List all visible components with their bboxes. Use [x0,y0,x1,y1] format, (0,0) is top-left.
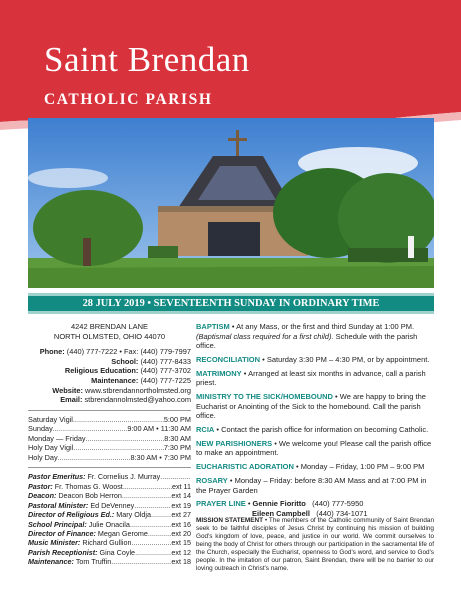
staff-list [28,472,191,567]
divider [28,467,191,468]
staff-row: Parish Receptionist: Gina Coyle ..... ext 12 [28,548,191,557]
right-column [196,322,434,519]
mass-row: Saturday Vigil ..... 5:00 PM [28,415,191,425]
adoration-item: EUCHARISTIC ADORATION • Monday – Friday, 1:00 PM – 9:00 PM [196,462,425,472]
prayer-line [196,499,434,518]
staff-row: Pastoral Minister: Ed DeVenney ..... ext 19 [28,501,191,510]
reconciliation-item: RECONCILIATION • Saturday 3:30 PM – 4:30 PM, or by appointment. [196,354,430,364]
mass-row: Monday — Friday ..... 8:30 AM [28,434,191,444]
address-line-1: 4242 BRENDAN LANE [70,322,149,331]
staff-row: Music Minister: Richard Gullion ..... ext 15 [28,538,191,547]
staff-row: School Principal: Julie Onacila ..... ext 16 [28,520,191,529]
parish-subtitle: CATHOLIC PARISH [44,91,213,108]
mission-statement: MISSION STATEMENT • The members of the Catholic community of Saint Brendan seek to be faithful disciples of Jesus Christ by continuing his mission of building God's kingdom of love, peace, and justice in our world. We commit ourselves to being the body of Christ for others through our participation in the sacramental life of the Church, especially the Eucharist, openness to God's word, and service to God's people. In the imitation of our patron, Saint Brendan, there will be no barrier to our loving outreach in Christ's name. [196,517,435,572]
staff-row: Pastor: Fr. Thomas G. Woost ..... ext 11 [28,482,191,491]
contact-maintenance: Maintenance: (440) 777-7225 [91,375,191,385]
prayer-line-row-2: Eileen Campbell (440) 734-1071 [252,509,368,518]
baptism-item: BAPTISM • At any Mass, or the first and third Sunday at 1:00 PM. (Baptismal class required for a first child). Schedule with the parish office. [196,322,418,351]
mass-row: Holy Day Vigil ..... 7:30 PM [28,443,191,453]
mass-row: Sunday ..... 9:00 AM • 11:30 AM [28,424,191,434]
rcia-item: RCIA • Contact the parish office for information on becoming Catholic. [196,425,429,435]
parish-address [28,322,191,341]
staff-row: Director of Finance: Megan Gerome ..... ext 20 [28,529,191,538]
new-parishioners-item: NEW PARISHIONERS • We welcome you! Please call the parish office to make an appointment. [196,438,432,458]
contact-website[interactable]: Website: www.stbrendannortholmsted.org [52,385,191,395]
contact-list [28,347,191,405]
church-photo [28,118,434,288]
prayer-line-row-1: PRAYER LINE • Gennie Fioritto (440) 777-5950 [196,499,364,509]
parish-title: Saint Brendan [44,40,250,79]
contact-phone: Phone: (440) 777-7222 • Fax: (440) 779-7997 [39,347,191,357]
address-line-2: NORTH OLMSTED, OHIO 44070 [53,331,166,341]
mass-schedule [28,415,191,463]
matrimony-item: MATRIMONY • Arranged at least six months in advance, call a parish priest. [196,368,426,388]
staff-row: Deacon: Deacon Bob Herron ..... ext 14 [28,491,191,500]
staff-row: Maintenance: Tom Truffin ..... ext 18 [28,557,191,566]
date-banner: 28 JULY 2019 • SEVENTEENTH SUNDAY IN ORDINARY TIME [28,293,434,314]
contact-email[interactable]: Email: stbrendannolmsted@yahoo.com [60,395,191,405]
divider [28,410,191,411]
contact-religious-education: Religious Education: (440) 777-3702 [64,366,191,376]
ministry-sick-item: MINISTRY TO THE SICK/HOMEBOUND • We are happy to bring the Eucharist or Anointing of the Sick to the homebound. Call the parish office. [196,392,426,421]
staff-row: Pastor Emeritus: Fr. Cornelius J. Murray ..... [28,472,191,481]
contact-school: School: (440) 777-8433 [111,356,191,366]
left-column [28,322,191,567]
rosary-item: ROSARY • Monday – Friday: before 8:30 AM Mass and at 7:00 PM in the Prayer Garden [196,476,427,495]
staff-row: Director of Religious Ed.: Mary Oldja ..... ext 27 [28,510,191,519]
mass-row: Holy Day ..... 8:30 AM • 7:30 PM [28,453,191,463]
